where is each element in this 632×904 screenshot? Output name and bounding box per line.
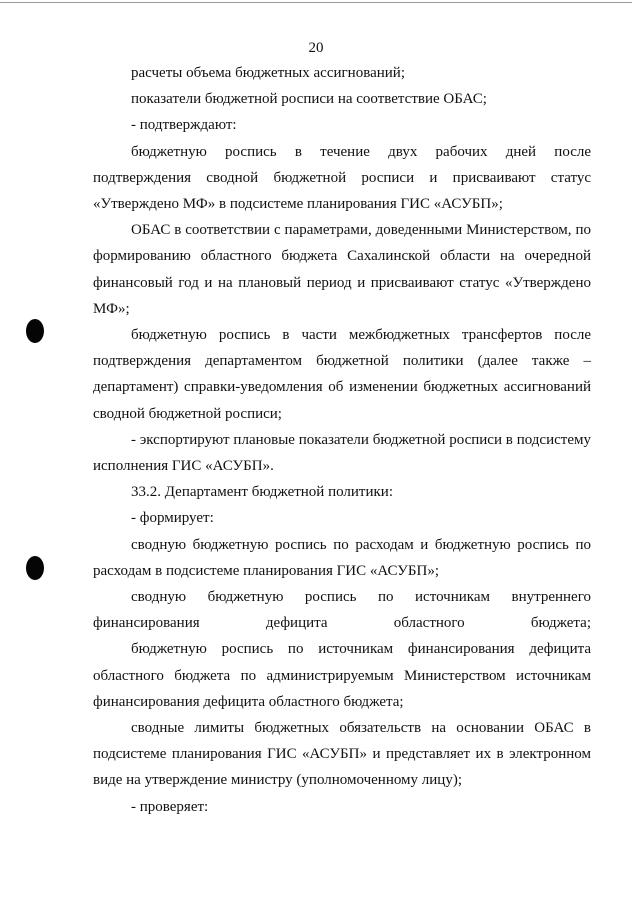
- paragraph-10: сводную бюджетную роспись по расходам и бюджетную роспись по расходам в подсистеме планирования ГИС «АСУБП»;: [93, 536, 591, 579]
- paragraph-11: сводную бюджетную роспись по источникам внутреннего финансирования дефицита областного бюджета;: [93, 589, 591, 632]
- paragraph-12: бюджетную роспись по источникам финансирования дефицита областного бюджета по администрируемым Министерством источникам финансирования дефицита областного бюджета;: [93, 641, 591, 710]
- paragraph-5: ОБАС в соответствии с параметрами, доведенными Министерством, по формированию областного бюджета Сахалинской области на очередной финансовый год и на плановый период и присваивают статус «Утверждено МФ»;: [93, 222, 591, 317]
- paragraph-2: показатели бюджетной росписи на соответствие ОБАС;: [131, 91, 487, 108]
- body-text: [93, 60, 591, 820]
- paragraph-4: бюджетную роспись в течение двух рабочих дней после подтверждения сводной бюджетной росписи и присваивают статус «Утверждено МФ» в подсистеме планирования ГИС «АСУБП»;: [93, 143, 591, 213]
- paragraph-3: - подтверждают:: [131, 117, 237, 134]
- paragraph-8: 33.2. Департамент бюджетной политики:: [131, 484, 393, 501]
- page-number: 20: [308, 40, 324, 56]
- paragraph-6: бюджетную роспись в части межбюджетных трансфертов после подтверждения департаментом бюджетной политики (далее также – департамент) справки-уведомления об изменении бюджетных ассигнований сводной бюджетной росписи;: [93, 327, 591, 422]
- punch-hole-mark: [26, 556, 44, 580]
- top-edge-line: [0, 2, 632, 3]
- paragraph-14: - проверяет:: [131, 798, 209, 815]
- punch-hole-mark: [26, 319, 44, 343]
- paragraph-13: сводные лимиты бюджетных обязательств на основании ОБАС в подсистеме планирования ГИС «АСУБП» и представляет их в электронном виде на утверждение министру (уполномоченному лицу);: [93, 720, 591, 789]
- paragraph-7: - экспортируют плановые показатели бюджетной росписи в подсистему исполнения ГИС «АСУБП».: [93, 431, 591, 475]
- paragraph-9: - формирует:: [131, 510, 214, 527]
- paragraph-1: расчеты объема бюджетных ассигнований;: [131, 65, 405, 81]
